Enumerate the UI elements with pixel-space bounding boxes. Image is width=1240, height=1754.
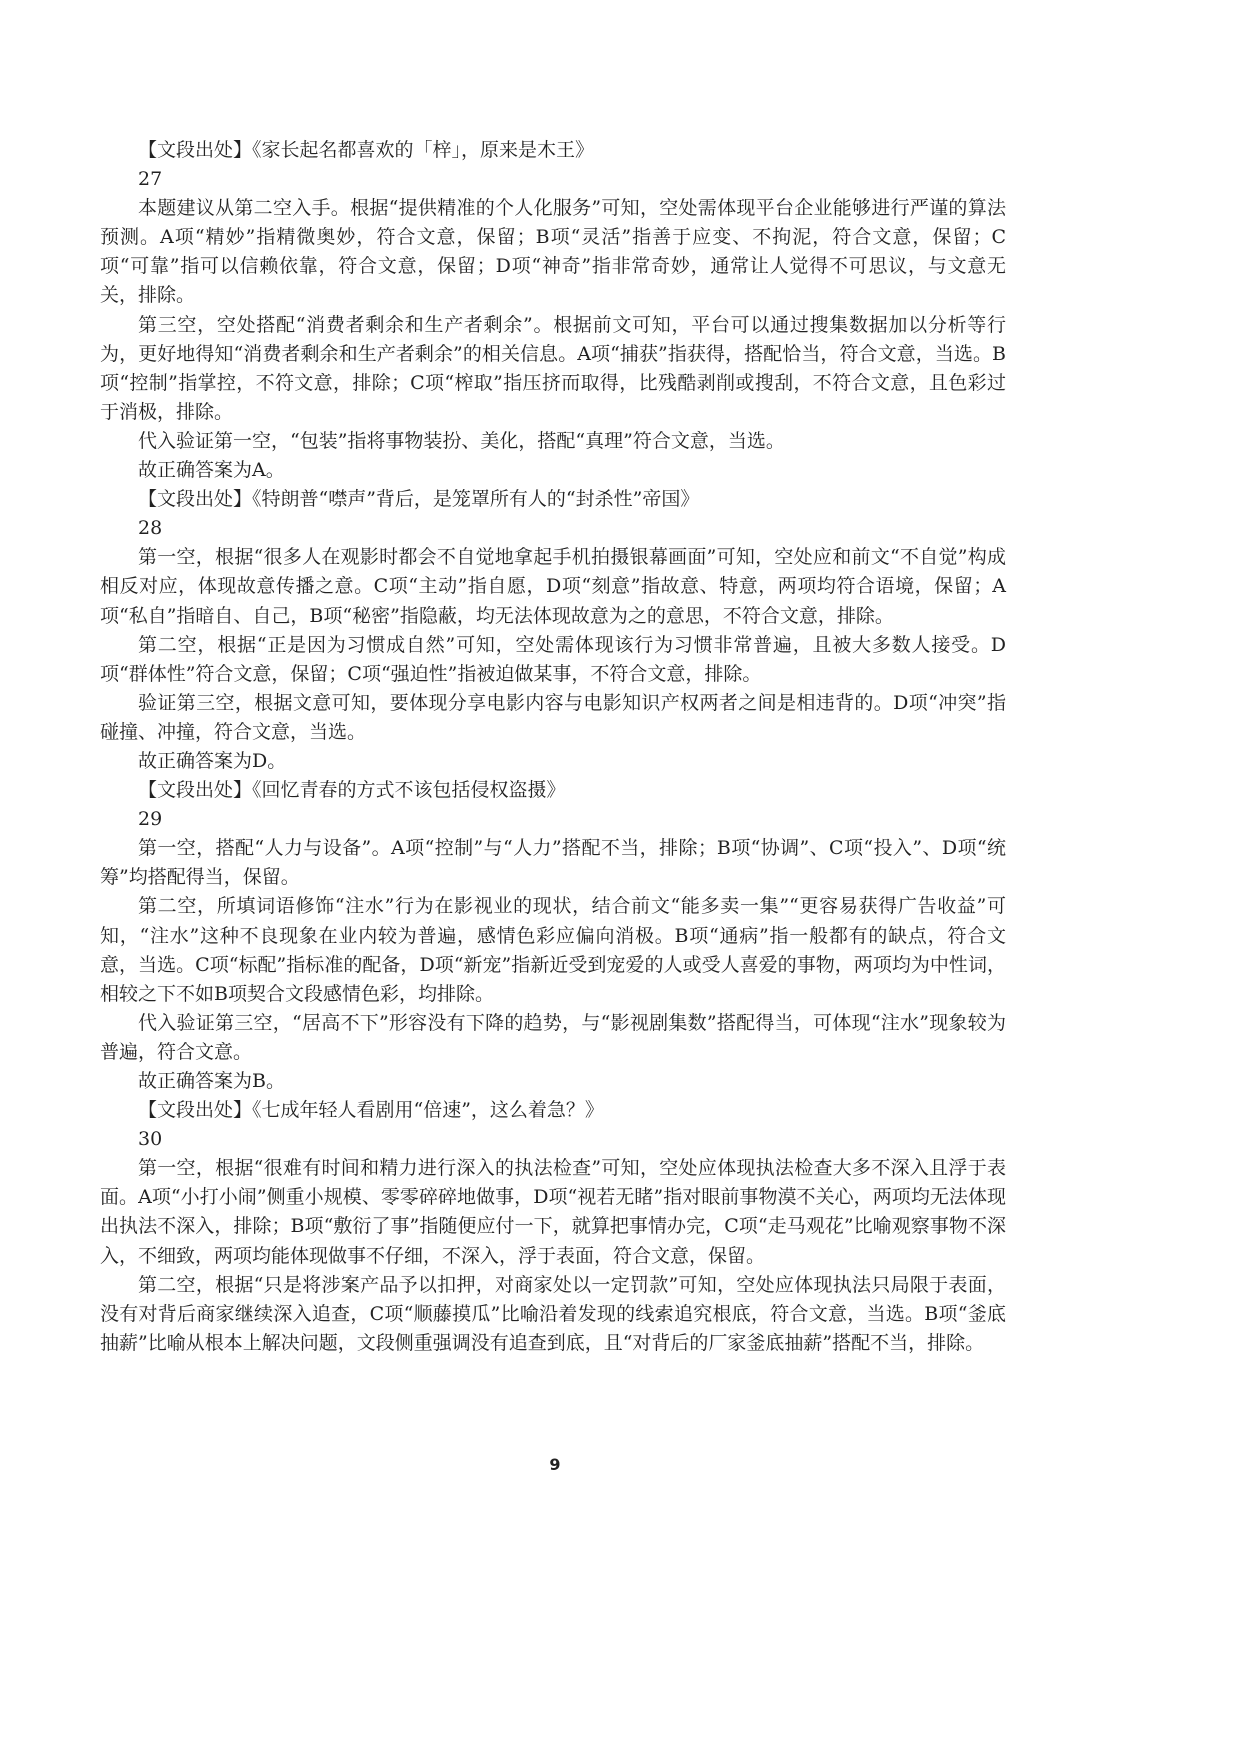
question-number: 30 — [138, 1128, 163, 1151]
paragraph: 代入验证第三空，“居高不下”形容没有下降的趋势，与“影视剧集数”搭配得当，可体现“注水”现象较为普遍，符合文意。 — [100, 1011, 1006, 1063]
document-body — [100, 136, 1006, 1358]
paragraph: 第一空，根据“很难有时间和精力进行深入的执法检查”可知，空处应体现执法检查大多不深入且浮于表面。A项“小打小闹”侧重小规模、零零碎碎地做事，D项“视若无睹”指对眼前事物漠不关心，两项均无法体现出执法不深入，排除；B项“敷衍了事”指随便应付一下，就算把事情办完，C项“走马观花”比喻观察事物不深入，不细致，两项均能体现做事不仔细，不深入，浮于表面，符合文意，保留。 — [100, 1157, 1006, 1267]
paragraph: 第三空，空处搭配“消费者剩余和生产者剩余”。根据前文可知，平台可以通过搜集数据加以分析等行为，更好地得知“消费者剩余和生产者剩余”的相关信息。A项“捕获”指获得，搭配恰当，符合文意，当选。B项“控制”指掌控，不符文意，排除；C项“榨取”指压挤而取得，比残酷剥削或搜刮，不符合文意，且色彩过于消极，排除。 — [100, 313, 1006, 423]
paragraph: 第二空，根据“只是将涉案产品予以扣押，对商家处以一定罚款”可知，空处应体现执法只局限于表面，没有对背后商家继续深入追查，C项“顺藤摸瓜”比喻沿着发现的线索追究根底，符合文意，当选。B项“釜底抽薪”比喻从根本上解决问题，文段侧重强调没有追查到底，且“对背后的厂家釜底抽薪”搭配不当，排除。 — [100, 1273, 1006, 1354]
paragraph: 第二空，根据“正是因为习惯成自然”可知，空处需体现该行为习惯非常普遍，且被大多数人接受。D项“群体性”符合文意，保留；C项“强迫性”指被迫做某事，不符合文意，排除。 — [100, 633, 1006, 685]
source-heading: 【文段出处】《七成年轻人看剧用“倍速”，这么着急？》 — [138, 1099, 604, 1122]
answer-line: 故正确答案为A。 — [138, 459, 285, 482]
paragraph: 验证第三空，根据文意可知，要体现分享电影内容与电影知识产权两者之间是相违背的。D项“冲突”指碰撞、冲撞，符合文意，当选。 — [100, 691, 1006, 743]
source-heading: 【文段出处】《回忆青春的方式不该包括侵权盗摄》 — [138, 779, 566, 802]
answer-line: 故正确答案为D。 — [138, 749, 287, 772]
question-number: 27 — [138, 168, 163, 191]
question-number: 28 — [138, 517, 163, 540]
answer-line: 故正确答案为B。 — [138, 1070, 285, 1092]
page-number: 9 — [549, 1455, 561, 1474]
paragraph: 第一空，根据“很多人在观影时都会不自觉地拿起手机拍摄银幕画面”可知，空处应和前文“不自觉”构成相反对应，体现故意传播之意。C项“主动”指自愿，D项“刻意”指故意、特意，两项均符合语境，保留；A项“私自”指暗自、自己，B项“秘密”指隐蔽，均无法体现故意为之的意思，不符合文意，排除。 — [100, 546, 1006, 627]
source-heading: 【文段出处】《家长起名都喜欢的「梓」，原来是木王》 — [138, 139, 595, 161]
paragraph: 第一空，搭配“人力与设备”。A项“控制”与“人力”搭配不当，排除；B项“协调”、C项“投入”、D项“统筹”均搭配得当，保留。 — [100, 837, 1006, 889]
paragraph: 本题建议从第二空入手。根据“提供精准的个人化服务”可知，空处需体现平台企业能够进行严谨的算法预测。A项“精妙”指精微奥妙，符合文意，保留；B项“灵活”指善于应变、不拘泥，符合文意，保留；C项“可靠”指可以信赖依靠，符合文意，保留；D项“神奇”指非常奇妙，通常让人觉得不可思议，与文意无关，排除。 — [100, 197, 1006, 307]
paragraph: 代入验证第一空，“包装”指将事物装扮、美化，搭配“真理”符合文意，当选。 — [138, 429, 785, 452]
paragraph: 第二空，所填词语修饰“注水”行为在影视业的现状，结合前文“能多卖一集”“更容易获得广告收益”可知，“注水”这种不良现象在业内较为普遍，感情色彩应偏向消极。B项“通病”指一般都有的缺点，符合文意，当选。C项“标配”指标准的配备，D项“新宠”指新近受到宠爱的人或受人喜爱的事物，两项均为中性词，相较之下不如B项契合文段感情色彩，均排除。 — [100, 895, 1006, 1005]
question-number: 29 — [138, 808, 163, 831]
source-heading: 【文段出处】《特朗普“噤声”背后，是笼罩所有人的“封杀性”帝国》 — [138, 488, 700, 511]
